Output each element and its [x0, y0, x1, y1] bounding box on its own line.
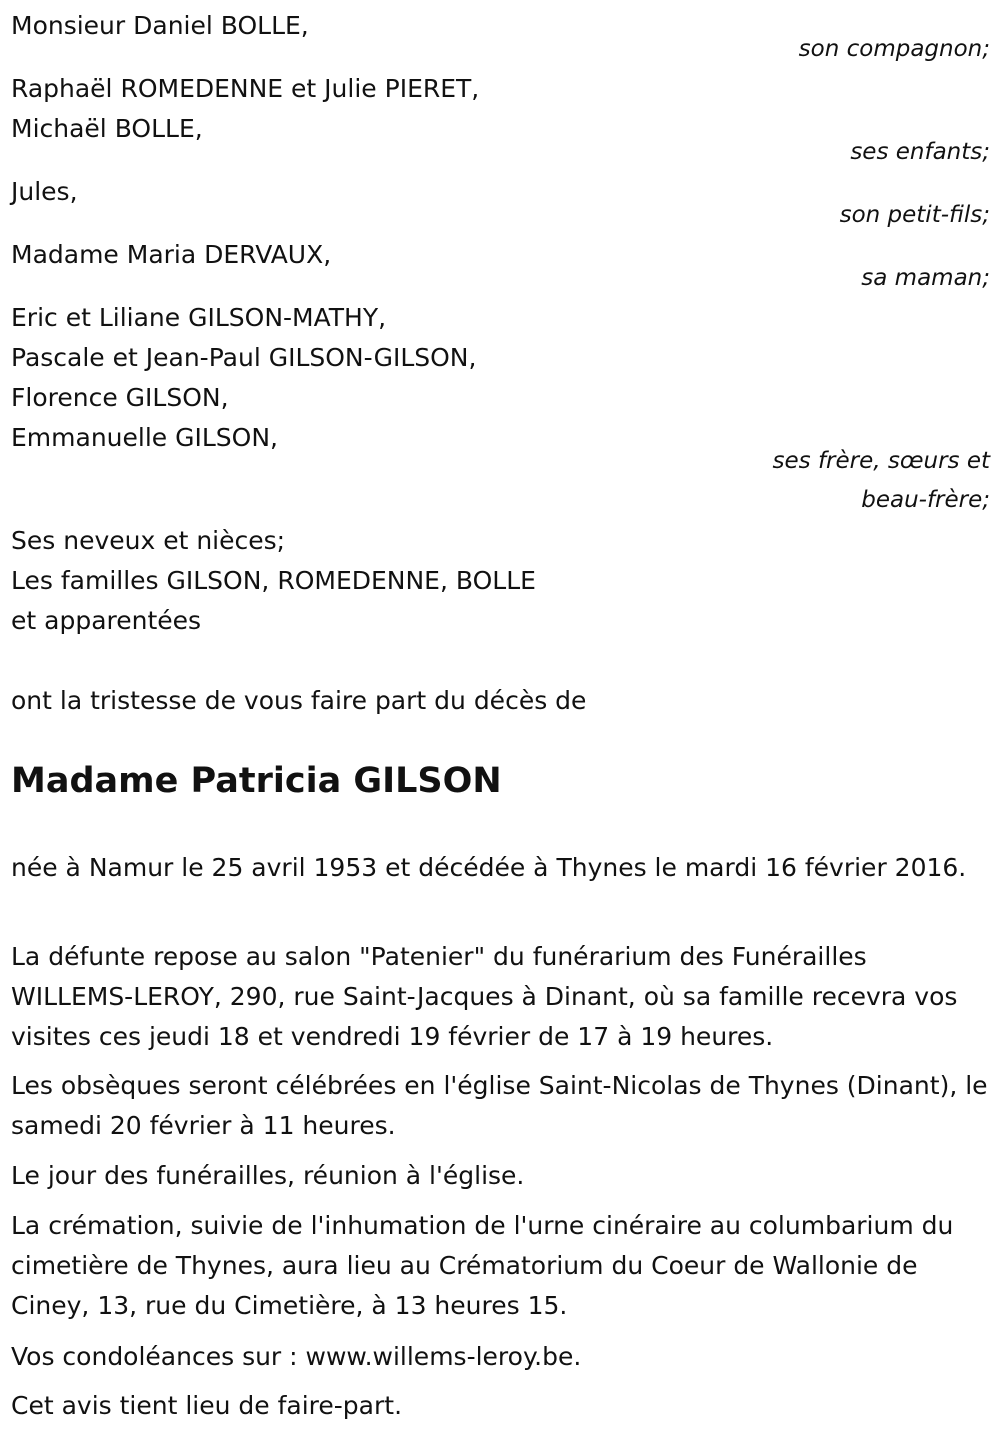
- announcement-text: ont la tristesse de vous faire part du décès de: [11, 686, 587, 715]
- grandson-name: Jules,: [11, 177, 78, 206]
- other-family-line: et apparentées: [11, 606, 202, 635]
- child-name: Raphaël ROMEDENNE et Julie PIERET,: [11, 74, 480, 103]
- children-relation: ses enfants;: [850, 139, 990, 165]
- siblings-relation-line2: beau-frère;: [861, 487, 990, 513]
- funeral-paragraph: Les obsèques seront célébrées en l'église Saint-Nicolas de Thynes (Dinant), le samedi 20 février à 11 heures.: [11, 1071, 988, 1140]
- birth-death-paragraph: née à Namur le 25 avril 1953 et décédée à Thynes le mardi 16 février 2016.: [11, 853, 967, 882]
- sibling-name: Eric et Liliane GILSON-MATHY,: [11, 303, 387, 332]
- sibling-name: Emmanuelle GILSON,: [11, 423, 278, 452]
- other-family-line: Ses neveux et nièces;: [11, 526, 286, 555]
- notice-paragraph: Cet avis tient lieu de faire-part.: [11, 1391, 403, 1420]
- deceased-name: Madame Patricia GILSON: [11, 761, 502, 801]
- siblings-relation-line1: ses frère, sœurs et: [772, 448, 990, 474]
- mother-name: Madame Maria DERVAUX,: [11, 240, 332, 269]
- condolences-paragraph: Vos condoléances sur : www.willems-leroy.be.: [11, 1342, 582, 1371]
- grandson-relation: son petit-fils;: [839, 202, 990, 228]
- sibling-name: Pascale et Jean-Paul GILSON-GILSON,: [11, 343, 477, 372]
- child-name: Michaël BOLLE,: [11, 114, 203, 143]
- companion-relation: son compagnon;: [798, 36, 990, 62]
- mother-relation: sa maman;: [861, 265, 990, 291]
- cremation-paragraph: La crémation, suivie de l'inhumation de l'urne cinéraire au columbarium du cimetière de Thynes, aura lieu au Crématorium du Coeur de Wallonie de Ciney, 13, rue du Cimetière, à 13 heures 15.: [11, 1211, 954, 1320]
- sibling-name: Florence GILSON,: [11, 383, 229, 412]
- meeting-paragraph: Le jour des funérailles, réunion à l'église.: [11, 1161, 525, 1190]
- companion-name: Monsieur Daniel BOLLE,: [11, 11, 309, 40]
- visitation-paragraph: La défunte repose au salon "Patenier" du funérarium des Funérailles WILLEMS-LEROY, 290, rue Saint-Jacques à Dinant, où sa famille recevra vos visites ces jeudi 18 et vendredi 19 février de 17 à 19 heures.: [11, 942, 958, 1051]
- other-family-line: Les familles GILSON, ROMEDENNE, BOLLE: [11, 566, 536, 595]
